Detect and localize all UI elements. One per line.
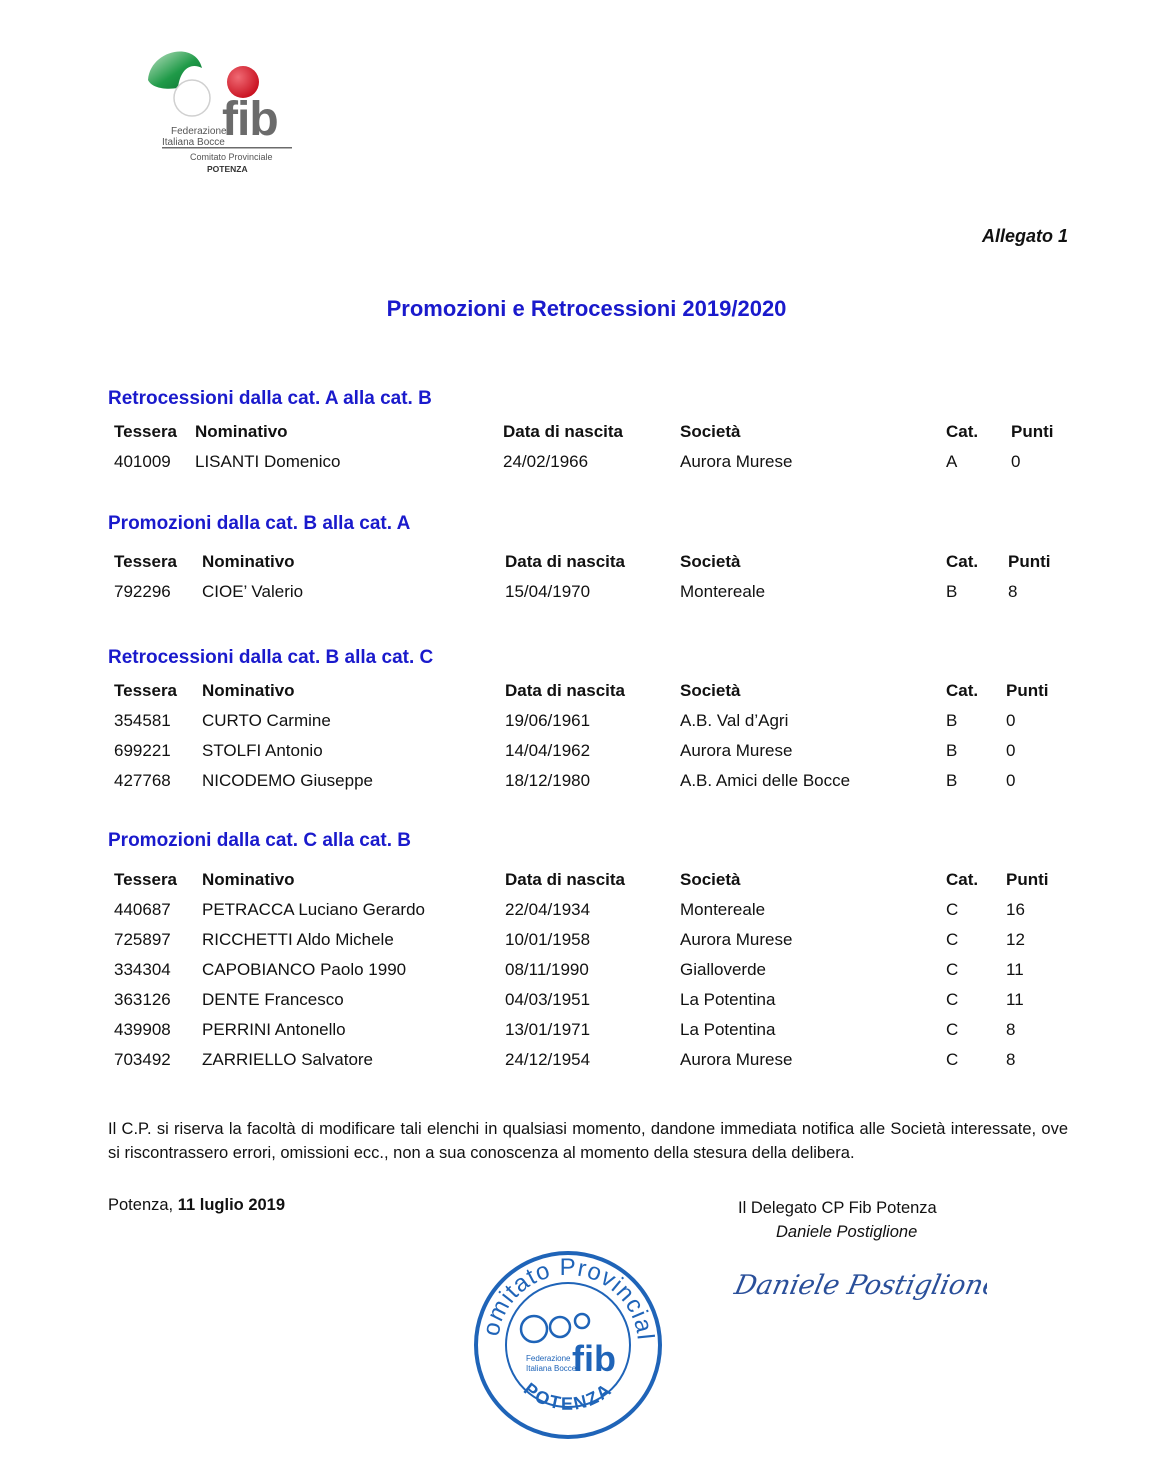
table-row — [108, 895, 1060, 925]
stamp-brand: fib — [572, 1338, 616, 1379]
col-tessera: Tessera — [114, 681, 178, 700]
stamp-org-line2: Italiana Bocce — [526, 1364, 577, 1373]
cell-nominativo: CURTO Carmine — [202, 711, 331, 730]
col-cat: Cat. — [946, 681, 979, 700]
cell-nascita: 24/12/1954 — [505, 1050, 591, 1069]
cell-nominativo: CIOE’ Valerio — [202, 582, 304, 601]
cell-societa: A.B. Amici delle Bocce — [680, 771, 851, 790]
section-title: Retrocessioni dalla cat. B alla cat. C — [108, 647, 434, 668]
cell-cat: C — [946, 1020, 959, 1039]
cell-punti: 12 — [1006, 930, 1025, 949]
cell-punti: 8 — [1008, 582, 1018, 601]
table-row — [108, 577, 1062, 607]
col-cat: Cat. — [946, 422, 979, 441]
table-row — [108, 985, 1060, 1015]
results-table — [108, 865, 1060, 1075]
cell-nominativo: ZARRIELLO Salvatore — [202, 1050, 374, 1069]
col-societa: Società — [680, 870, 741, 889]
cell-societa: A.B. Val d’Agri — [680, 711, 789, 730]
col-cat: Cat. — [946, 552, 979, 571]
results-table — [108, 417, 1065, 477]
cell-nominativo: PERRINI Antonello — [202, 1020, 346, 1039]
cell-nominativo: STOLFI Antonio — [202, 741, 323, 760]
fib-logo — [140, 40, 310, 180]
cell-nominativo: LISANTI Domenico — [195, 452, 341, 471]
cell-tessera: 363126 — [114, 990, 171, 1009]
cell-tessera: 427768 — [114, 771, 171, 790]
delegate-name: Daniele Postiglione — [776, 1223, 918, 1241]
col-societa: Società — [680, 422, 741, 441]
cell-cat: B — [946, 771, 958, 790]
col-nascita: Data di nascita — [505, 870, 625, 889]
stamp-graphic — [468, 1245, 668, 1445]
table-row — [108, 447, 1065, 477]
cell-societa: Montereale — [680, 900, 766, 919]
place: Potenza, — [108, 1196, 178, 1214]
col-punti: Punti — [1011, 422, 1054, 441]
col-cat: Cat. — [946, 870, 979, 889]
cell-cat: B — [946, 711, 958, 730]
official-stamp — [468, 1245, 668, 1445]
cell-nominativo: NICODEMO Giuseppe — [202, 771, 373, 790]
table-row — [108, 925, 1060, 955]
logo-city: POTENZA — [207, 164, 248, 174]
cell-societa: La Potentina — [680, 1020, 776, 1039]
cell-tessera: 354581 — [114, 711, 171, 730]
table-header-row — [108, 865, 1060, 895]
col-punti: Punti — [1006, 681, 1049, 700]
cell-punti: 8 — [1006, 1050, 1016, 1069]
cell-punti: 11 — [1006, 990, 1024, 1009]
logo-committee: Comitato Provinciale — [190, 152, 273, 162]
cell-nascita: 18/12/1980 — [505, 771, 591, 790]
table-row — [108, 736, 1060, 766]
table-row — [108, 1015, 1060, 1045]
table-header-row — [108, 676, 1060, 706]
cell-tessera: 401009 — [114, 452, 171, 471]
col-nascita: Data di nascita — [503, 422, 623, 441]
table-row — [108, 955, 1060, 985]
cell-nascita: 10/01/1958 — [505, 930, 591, 949]
col-nominativo: Nominativo — [202, 870, 295, 889]
cell-societa: Aurora Murese — [680, 741, 793, 760]
cell-societa: Aurora Murese — [680, 452, 793, 471]
table-row — [108, 706, 1060, 736]
cell-punti: 0 — [1011, 452, 1021, 471]
cell-tessera: 725897 — [114, 930, 171, 949]
cell-nascita: 14/04/1962 — [505, 741, 591, 760]
cell-nominativo: RICCHETTI Aldo Michele — [202, 930, 394, 949]
cell-nominativo: PETRACCA Luciano Gerardo — [202, 900, 425, 919]
col-nascita: Data di nascita — [505, 681, 625, 700]
cell-societa: Gialloverde — [680, 960, 766, 979]
cell-tessera: 440687 — [114, 900, 171, 919]
col-societa: Società — [680, 552, 741, 571]
cell-punti: 16 — [1006, 900, 1025, 919]
cell-societa: Aurora Murese — [680, 1050, 793, 1069]
attachment-label: Allegato 1 — [981, 226, 1068, 246]
cell-tessera: 334304 — [114, 960, 171, 979]
cell-nascita: 15/04/1970 — [505, 582, 591, 601]
logo-org-line2: Italiana Bocce — [162, 137, 225, 148]
cell-nascita: 13/01/1971 — [505, 1020, 591, 1039]
table-header-row — [108, 547, 1062, 577]
results-table — [108, 676, 1060, 796]
stamp-bottom-text: POTENZA — [520, 1378, 616, 1414]
cell-nascita: 08/11/1990 — [505, 960, 589, 979]
col-nominativo: Nominativo — [195, 422, 288, 441]
cell-cat: C — [946, 960, 959, 979]
section-title: Promozioni dalla cat. B alla cat. A — [108, 513, 411, 534]
handwritten-signature — [725, 1248, 987, 1318]
cell-tessera: 703492 — [114, 1050, 171, 1069]
results-table — [108, 547, 1062, 607]
cell-nascita: 19/06/1961 — [505, 711, 591, 730]
cell-cat: B — [946, 582, 958, 601]
cell-societa: Aurora Murese — [680, 930, 793, 949]
disclaimer-note: Il C.P. si riserva la facoltà di modificare tali elenchi in qualsiasi momento, dandone immediata notifica alle Società interessate, ove si riscontrassero errori, omissioni ecc., non a sua conoscenza al momento della stesura della delibera. — [108, 1120, 1068, 1162]
col-nascita: Data di nascita — [505, 552, 625, 571]
stamp-top-text: omitato Provincial — [477, 1253, 659, 1342]
cell-cat: A — [946, 452, 958, 471]
cell-punti: 0 — [1006, 741, 1016, 760]
cell-punti: 11 — [1006, 960, 1024, 979]
delegate-role: Il Delegato CP Fib Potenza — [738, 1199, 937, 1217]
cell-cat: C — [946, 900, 959, 919]
cell-nascita: 24/02/1966 — [503, 452, 589, 471]
cell-punti: 0 — [1006, 771, 1016, 790]
cell-punti: 8 — [1006, 1020, 1016, 1039]
stamp-org-line1: Federazione — [526, 1354, 571, 1363]
table-row — [108, 766, 1060, 796]
cell-cat: B — [946, 741, 958, 760]
cell-tessera: 792296 — [114, 582, 171, 601]
col-tessera: Tessera — [114, 870, 178, 889]
logo-brand: fib — [222, 93, 278, 146]
delegate-block — [738, 1196, 937, 1244]
cell-societa: Montereale — [680, 582, 766, 601]
cell-societa: La Potentina — [680, 990, 776, 1009]
logo-org-line1: Federazione — [171, 126, 227, 137]
place-date — [108, 1196, 285, 1215]
col-tessera: Tessera — [114, 552, 178, 571]
cell-cat: C — [946, 990, 959, 1009]
cell-tessera: 439908 — [114, 1020, 171, 1039]
col-punti: Punti — [1008, 552, 1051, 571]
cell-tessera: 699221 — [114, 741, 171, 760]
cell-cat: C — [946, 930, 959, 949]
cell-punti: 0 — [1006, 711, 1016, 730]
table-header-row — [108, 417, 1065, 447]
date: 11 luglio 2019 — [177, 1196, 286, 1214]
cell-cat: C — [946, 1050, 959, 1069]
page-title: Promozioni e Retrocessioni 2019/2020 — [386, 296, 787, 321]
col-nominativo: Nominativo — [202, 681, 295, 700]
table-row — [108, 1045, 1060, 1075]
cell-nominativo: DENTE Francesco — [202, 990, 344, 1009]
cell-nominativo: CAPOBIANCO Paolo 1990 — [202, 960, 407, 979]
section-title: Retrocessioni dalla cat. A alla cat. B — [108, 388, 432, 409]
signature-graphic — [725, 1248, 987, 1318]
section-title: Promozioni dalla cat. C alla cat. B — [108, 830, 412, 851]
cell-nascita: 22/04/1934 — [505, 900, 591, 919]
col-tessera: Tessera — [114, 422, 178, 441]
col-punti: Punti — [1006, 870, 1049, 889]
cell-nascita: 04/03/1951 — [505, 990, 591, 1009]
signature-text: Daniele Postiglione — [731, 1270, 987, 1301]
col-societa: Società — [680, 681, 741, 700]
col-nominativo: Nominativo — [202, 552, 295, 571]
